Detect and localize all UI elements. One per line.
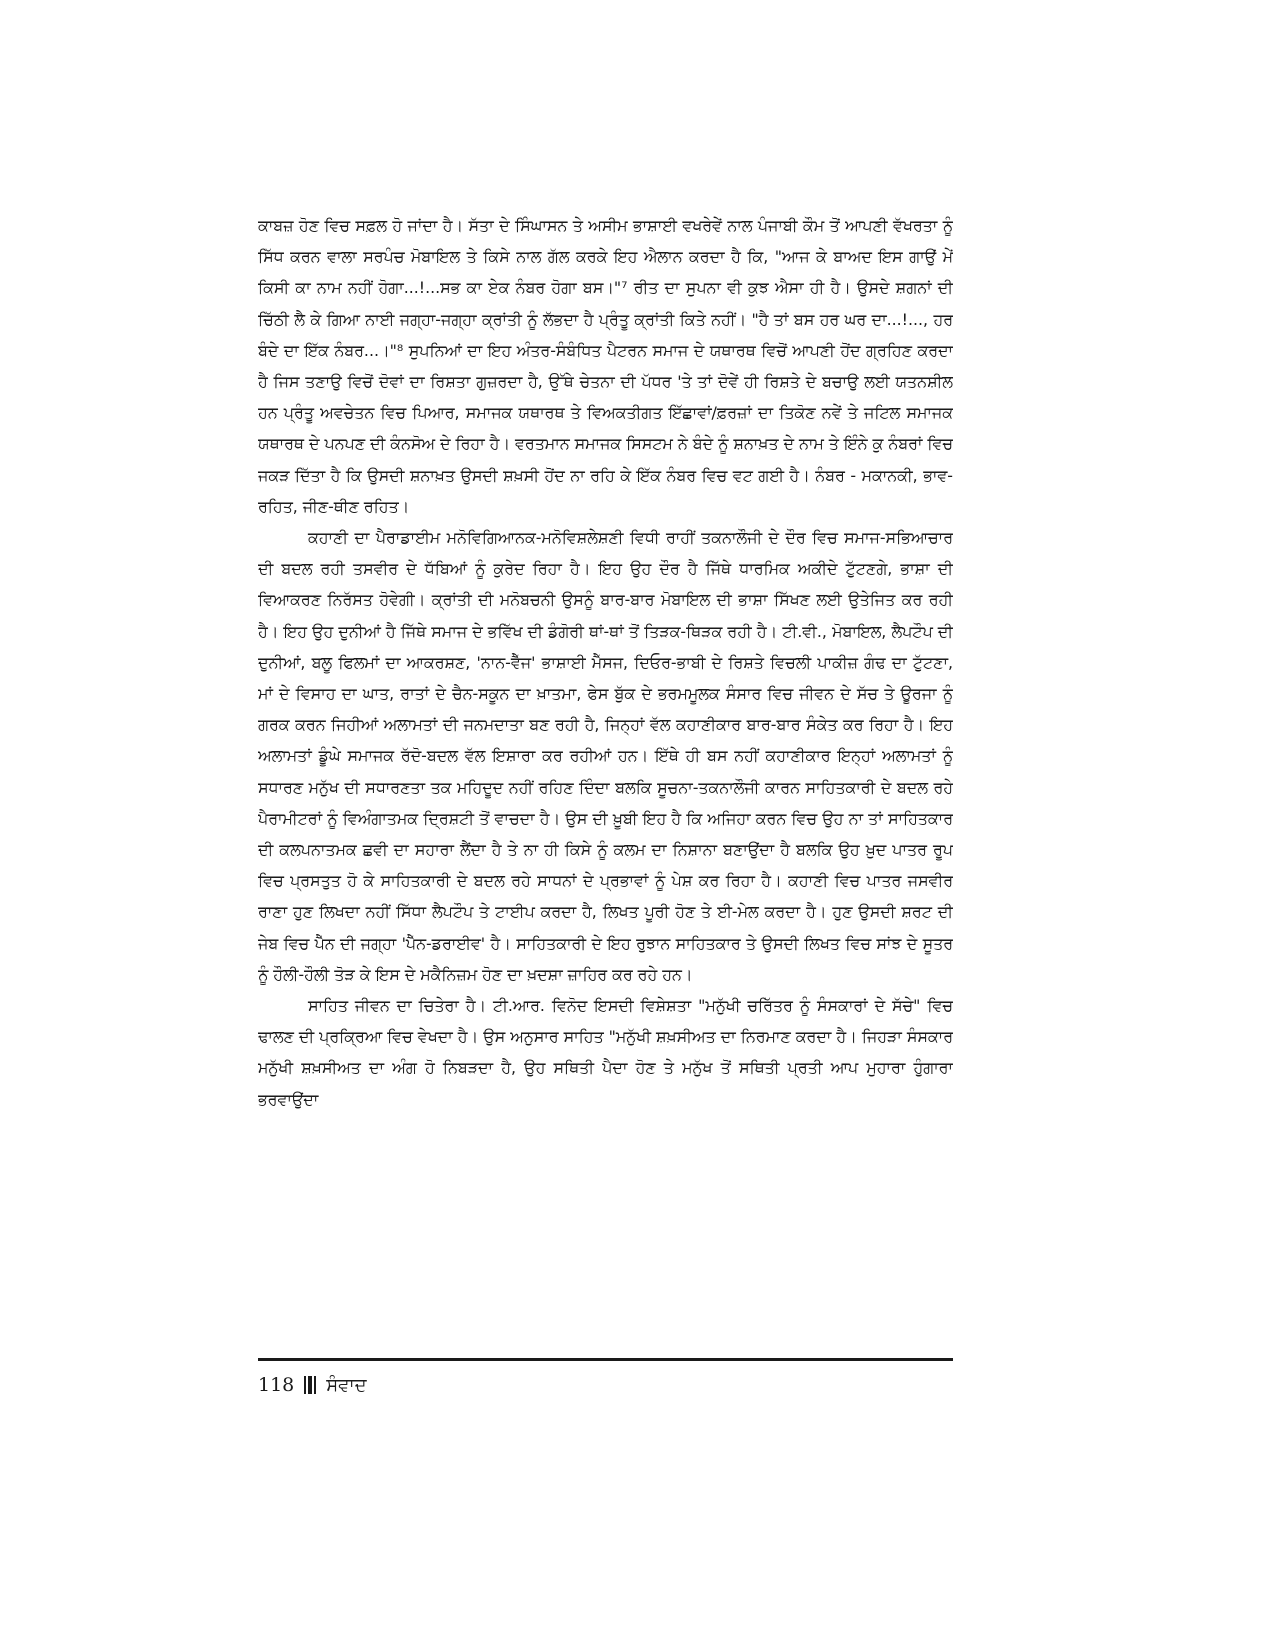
footer-bars-icon [304,1376,316,1394]
paragraph-literature: ਸਾਹਿਤ ਜੀਵਨ ਦਾ ਚਿਤੇਰਾ ਹੈ। ਟੀ.ਆਰ. ਵਿਨੋਦ ਇਸਦੀ ਵਿਸ਼ੇਸ਼ਤਾ "ਮਨੁੱਖੀ ਚਰਿੱਤਰ ਨੂੰ ਸੰਸਕਾਰਾਂ ਦੇ ਸੱਚੇ" ਵਿਚ ਢਾਲਣ ਦੀ ਪ੍ਰਕ੍ਰਿਆ ਵਿਚ ਵੇਖਦਾ ਹੈ। ਉਸ ਅਨੁਸਾਰ ਸਾਹਿਤ "ਮਨੁੱਖੀ ਸ਼ਖ਼ਸੀਅਤ ਦਾ ਨਿਰਮਾਣ ਕਰਦਾ ਹੈ। ਜਿਹੜਾ ਸੰਸਕਾਰ ਮਨੁੱਖੀ ਸ਼ਖ਼ਸੀਅਤ ਦਾ ਅੰਗ ਹੋ ਨਿਬੜਦਾ ਹੈ, ਉਹ ਸਥਿਤੀ ਪੈਦਾ ਹੋਣ ਤੇ ਮਨੁੱਖ ਤੋਂ ਸਥਿਤੀ ਪ੍ਰਤੀ ਆਪ ਮੁਹਾਰਾ ਹੁੰਗਾਰਾ ਭਰਵਾਉਂਦਾ [258,996,953,1109]
journal-name: ਸੰਵਾਦ [326,1374,367,1396]
page-number: 118 [258,1374,295,1396]
paragraph-continuation: ਕਾਬਜ਼ ਹੋਣ ਵਿਚ ਸਫ਼ਲ ਹੋ ਜਾਂਦਾ ਹੈ। ਸੱਤਾ ਦੇ ਸਿੰਘਾਸਨ ਤੇ ਅਸੀਮ ਭਾਸ਼ਾਈ ਵਖਰੇਵੇਂ ਨਾਲ ਪੰਜਾਬੀ ਕੌਮ ਤੋਂ ਆਪਣੀ ਵੱਖਰਤਾ ਨੂੰ ਸਿੱਧ ਕਰਨ ਵਾਲਾ ਸਰਪੰਚ ਮੋਬਾਇਲ ਤੇ ਕਿਸੇ ਨਾਲ ਗੱਲ ਕਰਕੇ ਇਹ ਐਲਾਨ ਕਰਦਾ ਹੈ ਕਿ, "ਆਜ ਕੇ ਬਾਅਦ ਇਸ ਗਾਉਂ ਮੇਂ ਕਿਸੀ ਕਾ ਨਾਮ ਨਹੀਂ ਹੋਗਾ...!...ਸਭ ਕਾ ਏਕ ਨੰਬਰ ਹੋਗਾ ਬਸ।"⁷ ਰੀਤ ਦਾ ਸੁਪਨਾ ਵੀ ਕੁਝ ਐਸਾ ਹੀ ਹੈ। ਉਸਦੇ ਸ਼ਗਨਾਂ ਦੀ ਚਿੱਠੀ ਲੈ ਕੇ ਗਿਆ ਨਾਈ ਜਗ੍ਹਾ-ਜਗ੍ਹਾ ਕ੍ਰਾਂਤੀ ਨੂੰ ਲੱਭਦਾ ਹੈ ਪ੍ਰੰਤੂ ਕ੍ਰਾਂਤੀ ਕਿਤੇ ਨਹੀਂ। "ਹੈ ਤਾਂ ਬਸ ਹਰ ਘਰ ਦਾ...!..., ਹਰ ਬੰਦੇ ਦਾ ਇੱਕ ਨੰਬਰ...।"⁸ ਸੁਪਨਿਆਂ ਦਾ ਇਹ ਅੰਤਰ-ਸੰਬੰਧਿਤ ਪੈਟਰਨ ਸਮਾਜ ਦੇ ਯਥਾਰਥ ਵਿਚੋਂ ਆਪਣੀ ਹੋਂਦ ਗ੍ਰਹਿਣ ਕਰਦਾ ਹੈ ਜਿਸ ਤਣਾਉ ਵਿਚੋਂ ਦੋਵਾਂ ਦਾ ਰਿਸ਼ਤਾ ਗੁਜ਼ਰਦਾ ਹੈ, ਉੱਥੇ ਚੇਤਨਾ ਦੀ ਪੱਧਰ 'ਤੇ ਤਾਂ ਦੋਵੇਂ ਹੀ ਰਿਸ਼ਤੇ ਦੇ ਬਚਾਉ ਲਈ ਯਤਨਸ਼ੀਲ ਹਨ ਪ੍ਰੰਤੂ ਅਵਚੇਤਨ ਵਿਚ ਪਿਆਰ, ਸਮਾਜਕ ਯਥਾਰਥ ਤੇ ਵਿਅਕਤੀਗਤ ਇੱਛਾਵਾਂ/ਫ਼ਰਜ਼ਾਂ ਦਾ ਤਿਕੋਣ ਨਵੇਂ ਤੇ ਜਟਿਲ ਸਮਾਜਕ ਯਥਾਰਥ ਦੇ ਪਨਪਣ ਦੀ ਕੰਨਸੋਅ ਦੇ ਰਿਹਾ ਹੈ। ਵਰਤਮਾਨ ਸਮਾਜਕ ਸਿਸਟਮ ਨੇ ਬੰਦੇ ਨੂੰ ਸ਼ਨਾਖ਼ਤ ਦੇ ਨਾਮ ਤੇ ਇੰਨੇ ਕੁ ਨੰਬਰਾਂ ਵਿਚ ਜਕੜ ਦਿੱਤਾ ਹੈ ਕਿ ਉਸਦੀ ਸ਼ਨਾਖ਼ਤ ਉਸਦੀ ਸ਼ਖ਼ਸੀ ਹੋਂਦ ਨਾ ਰਹਿ ਕੇ ਇੱਕ ਨੰਬਰ ਵਿਚ ਵਟ ਗਈ ਹੈ। ਨੰਬਰ - ਮਕਾਨਕੀ, ਭਾਵ-ਰਹਿਤ, ਜੀਣ-ਥੀਣ ਰਹਿਤ। [258,216,953,516]
page-body [258,210,953,1395]
page-footer [258,1370,367,1400]
footer-divider [258,1358,953,1361]
paragraph-paradigm: ਕਹਾਣੀ ਦਾ ਪੈਰਾਡਾਈਮ ਮਨੋਵਿਗਿਆਨਕ-ਮਨੋਵਿਸ਼ਲੇਸ਼ਣੀ ਵਿਧੀ ਰਾਹੀਂ ਤਕਨਾਲੌਜੀ ਦੇ ਦੌਰ ਵਿਚ ਸਮਾਜ-ਸਭਿਆਚਾਰ ਦੀ ਬਦਲ ਰਹੀ ਤਸਵੀਰ ਦੇ ਧੱਬਿਆਂ ਨੂੰ ਕੁਰੇਦ ਰਿਹਾ ਹੈ। ਇਹ ਉਹ ਦੌਰ ਹੈ ਜਿੱਥੇ ਧਾਰਮਿਕ ਅਕੀਦੇ ਟੁੱਟਣਗੇ, ਭਾਸ਼ਾ ਦੀ ਵਿਆਕਰਣ ਨਿਰੱਸਤ ਹੋਵੇਗੀ। ਕ੍ਰਾਂਤੀ ਦੀ ਮਨੋਬਚਨੀ ਉਸਨੂੰ ਬਾਰ-ਬਾਰ ਮੋਬਾਇਲ ਦੀ ਭਾਸ਼ਾ ਸਿੱਖਣ ਲਈ ਉਤੇਜਿਤ ਕਰ ਰਹੀ ਹੈ। ਇਹ ਉਹ ਦੁਨੀਆਂ ਹੈ ਜਿੱਥੇ ਸਮਾਜ ਦੇ ਭਵਿੱਖ ਦੀ ਡੰਗੋਰੀ ਥਾਂ-ਥਾਂ ਤੋਂ ਤਿੜਕ-ਥਿੜਕ ਰਹੀ ਹੈ। ਟੀ.ਵੀ., ਮੋਬਾਇਲ, ਲੈਪਟੌਪ ਦੀ ਦੁਨੀਆਂ, ਬਲੂ ਫਿਲਮਾਂ ਦਾ ਆਕਰਸ਼ਣ, 'ਨਾਨ-ਵੈੱਜ' ਭਾਸ਼ਾਈ ਮੈੱਸਜ, ਦਿਓਰ-ਭਾਬੀ ਦੇ ਰਿਸ਼ਤੇ ਵਿਚਲੀ ਪਾਕੀਜ਼ ਗੰਢ ਦਾ ਟੁੱਟਣਾ, ਮਾਂ ਦੇ ਵਿਸਾਹ ਦਾ ਘਾਤ, ਰਾਤਾਂ ਦੇ ਚੈਨ-ਸਕੂਨ ਦਾ ਖ਼ਾਤਮਾ, ਫੇਸ ਬੁੱਕ ਦੇ ਭਰਮਮੂਲਕ ਸੰਸਾਰ ਵਿਚ ਜੀਵਨ ਦੇ ਸੱਚ ਤੇ ਊਰਜਾ ਨੂੰ ਗਰਕ ਕਰਨ ਜਿਹੀਆਂ ਅਲਾਮਤਾਂ ਦੀ ਜਨਮਦਾਤਾ ਬਣ ਰਹੀ ਹੈ, ਜਿਨ੍ਹਾਂ ਵੱਲ ਕਹਾਣੀਕਾਰ ਬਾਰ-ਬਾਰ ਸੰਕੇਤ ਕਰ ਰਿਹਾ ਹੈ। ਇਹ ਅਲਾਮਤਾਂ ਡੂੰਘੇ ਸਮਾਜਕ ਰੱਦੋ-ਬਦਲ ਵੱਲ ਇਸ਼ਾਰਾ ਕਰ ਰਹੀਆਂ ਹਨ। ਇੱਥੇ ਹੀ ਬਸ ਨਹੀਂ ਕਹਾਣੀਕਾਰ ਇਨ੍ਹਾਂ ਅਲਾਮਤਾਂ ਨੂੰ ਸਧਾਰਣ ਮਨੁੱਖ ਦੀ ਸਧਾਰਣਤਾ ਤਕ ਮਹਿਦੂਦ ਨਹੀਂ ਰਹਿਣ ਦਿੰਦਾ ਬਲਕਿ ਸੂਚਨਾ-ਤਕਨਾਲੌਜੀ ਕਾਰਨ ਸਾਹਿਤਕਾਰੀ ਦੇ ਬਦਲ ਰਹੇ ਪੈਰਾਮੀਟਰਾਂ ਨੂੰ ਵਿਅੰਗਾਤਮਕ ਦ੍ਰਿਸ਼ਟੀ ਤੋਂ ਵਾਚਦਾ ਹੈ। ਉਸ ਦੀ ਖ਼ੂਬੀ ਇਹ ਹੈ ਕਿ ਅਜਿਹਾ ਕਰਨ ਵਿਚ ਉਹ ਨਾ ਤਾਂ ਸਾਹਿਤਕਾਰ ਦੀ ਕਲਪਨਾਤਮਕ ਛਵੀ ਦਾ ਸਹਾਰਾ ਲੈਂਦਾ ਹੈ ਤੇ ਨਾ ਹੀ ਕਿਸੇ ਨੂੰ ਕਲਮ ਦਾ ਨਿਸ਼ਾਨਾ ਬਣਾਉਂਦਾ ਹੈ ਬਲਕਿ ਉਹ ਖ਼ੁਦ ਪਾਤਰ ਰੂਪ ਵਿਚ ਪ੍ਰਸਤੁਤ ਹੋ ਕੇ ਸਾਹਿਤਕਾਰੀ ਦੇ ਬਦਲ ਰਹੇ ਸਾਧਨਾਂ ਦੇ ਪ੍ਰਭਾਵਾਂ ਨੂੰ ਪੇਸ਼ ਕਰ ਰਿਹਾ ਹੈ। ਕਹਾਣੀ ਵਿਚ ਪਾਤਰ ਜਸਵੀਰ ਰਾਣਾ ਹੁਣ ਲਿਖਦਾ ਨਹੀਂ ਸਿੱਧਾ ਲੈਪਟੌਪ ਤੇ ਟਾਈਪ ਕਰਦਾ ਹੈ, ਲਿਖਤ ਪੂਰੀ ਹੋਣ ਤੇ ਈ-ਮੇਲ ਕਰਦਾ ਹੈ। ਹੁਣ ਉਸਦੀ ਸ਼ਰਟ ਦੀ ਜੇਬ ਵਿਚ ਪੈੱਨ ਦੀ ਜਗ੍ਹਾ 'ਪੈੱਨ-ਡਰਾਈਵ' ਹੈ। ਸਾਹਿਤਕਾਰੀ ਦੇ ਇਹ ਰੁਝਾਨ ਸਾਹਿਤਕਾਰ ਤੇ ਉਸਦੀ ਲਿਖਤ ਵਿਚ ਸਾਂਝ ਦੇ ਸੂਤਰ ਨੂੰ ਹੌਲੀ-ਹੌਲੀ ਤੋੜ ਕੇ ਇਸ ਦੇ ਮਕੈਨਿਜ਼ਮ ਹੋਣ ਦਾ ਖ਼ਦਸ਼ਾ ਜ਼ਾਹਿਰ ਕਰ ਰਹੇ ਹਨ। [258,528,953,984]
